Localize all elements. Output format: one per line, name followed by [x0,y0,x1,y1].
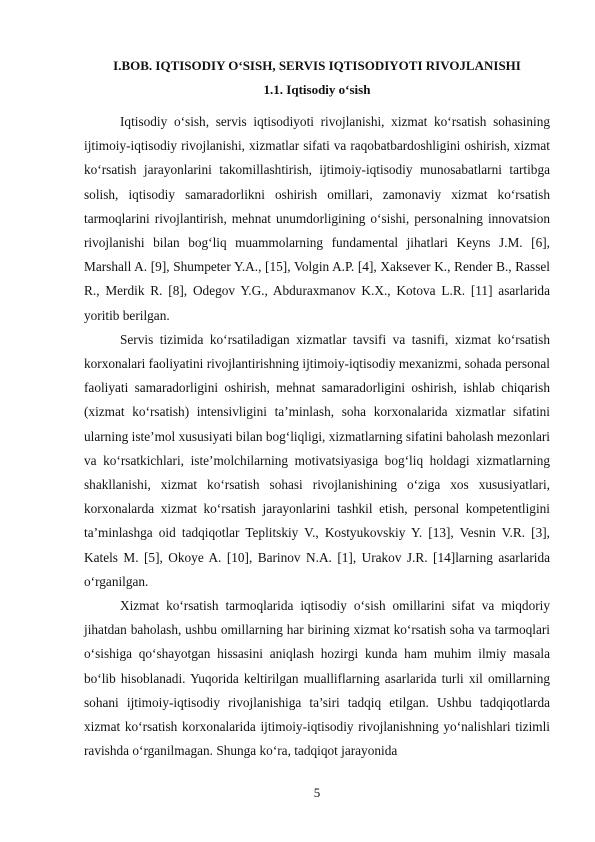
document-page [84,0,550,842]
body-text [84,110,550,763]
paragraph: Xizmat ko‘rsatish tarmoqlarida iqtisodiy o‘sish omillarini sifat va miqdoriy jihatdan baholash, ushbu omillarning har birining xizmat ko‘rsatish soha va tarmoqlari o‘sishiga qo‘shayotgan hissasini aniqlash hozirgi kunda ham muhim ilmiy masala bo‘lib hisoblanadi. Yuqorida keltirilgan mualliflarning asarlarida turli xil omillarning sohani ijtimoiy-iqtisodiy rivojlanishiga ta’siri tadqiq etilgan. Ushbu tadqiqotlarda xizmat ko‘rsatish korxonalarida ijtimoiy-iqtisodiy rivojlanishning yo‘nalishlari tizimli ravishda o‘rganilmagan. Shunga ko‘ra, tadqiqot jarayonida [84,598,550,759]
paragraph: Iqtisodiy o‘sish, servis iqtisodiyoti rivojlanishi, xizmat ko‘rsatish sohasining ijtimoiy-iqtisodiy rivojlanishi, xizmatlar sifati va raqobatbardoshligini oshirish, xizmat ko‘rsatish jarayonlarini takomillashtirish, ijtimoiy-iqtisodiy munosabatlarni tartibga solish, iqtisodiy samaradorlikni oshirish omillari, zamonaviy xizmat ko‘rsatish tarmoqlarini rivojlantirish, mehnat unumdorligining o‘sishi, personalning innovatsion rivojlanishi bilan bog‘liq muammolarning fundamental jihatlari Keyns J.M. [6], Marshall A. [9], Shumpeter Y.A., [15], Volgin A.P. [4], Xaksever K., Render B., Rassel R., Merdik R. [8], Odegov Y.G., Abduraxmanov K.X., Kotova L.R. [11] asarlarida yoritib berilgan. [84,114,550,323]
section-title: 1.1. Iqtisodiy o‘sish [263,82,371,97]
paragraph: Servis tizimida ko‘rsatiladigan xizmatlar tavsifi va tasnifi, xizmat ko‘rsatish korxonalari faoliyatini rivojlantirishning ijtimoiy-iqtisodiy mexanizmi, sohada personal faoliyati samaradorligini oshirish, mehnat samaradorligini oshirish, ishlab chiqarish (xizmat ko‘rsatish) intensivligini ta’minlash, soha korxonalarida xizmatlar sifatini ularning iste’mol xususiyati bilan bog‘liqligi, xizmatlarning sifatini baholash mezonlari va ko‘rsatkichlari, iste’molchilarning motivatsiyasiga bog‘liq holdagi xizmatlarning shakllanishi, xizmat ko‘rsatish sohasi rivojlanishining o‘ziga xos xususiyatlari, korxonalarda xizmat ko‘rsatish jarayonlarini tashkil etish, personal kompetentligini ta’minlashga oid tadqiqotlar Teplitskiy V., Kostyukovskiy Y. [13], Vesnin V.R. [3], Katels M. [5], Okoye A. [10], Barinov N.A. [1], Urakov J.R. [14]larning asarlarida o‘rganilgan. [84,331,550,589]
chapter-title: I.BOB. IQTISODIY O‘SISH, SERVIS IQTISODIYOTI RIVOJLANISHI [113,58,521,73]
page-number: 5 [313,785,321,800]
